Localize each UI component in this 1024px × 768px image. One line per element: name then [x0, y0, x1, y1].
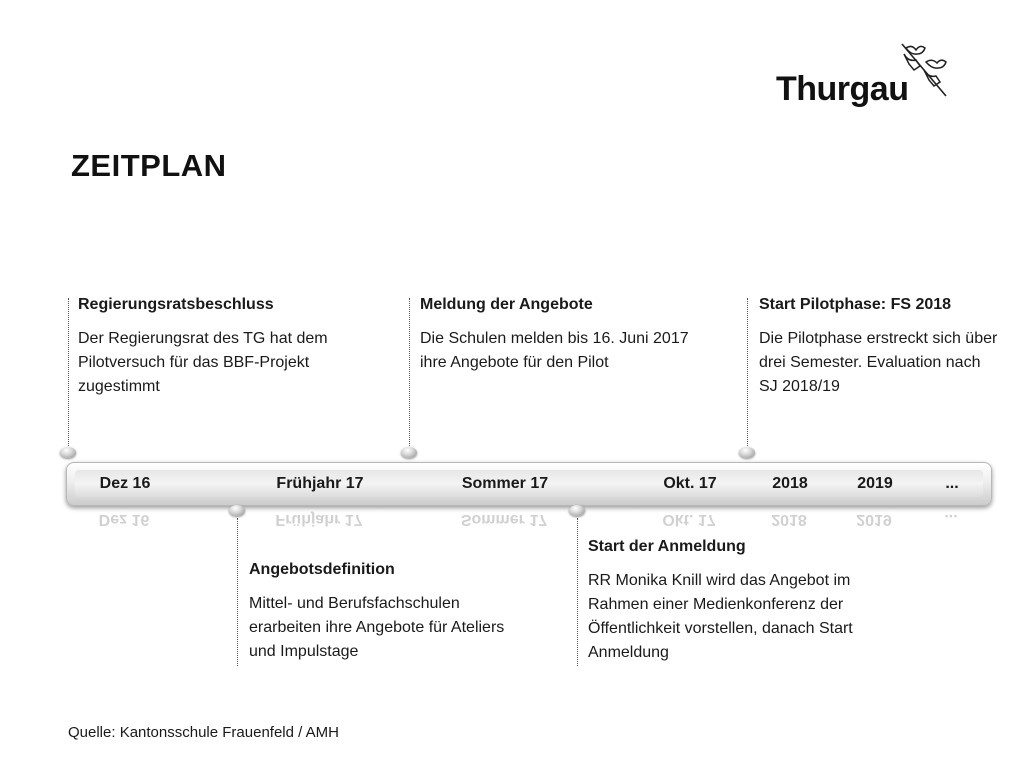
timeline-marker [739, 447, 755, 458]
reflection-segment: ... [944, 511, 958, 528]
timeline-marker [569, 505, 585, 516]
connector-line [68, 298, 69, 446]
event-text: Der Regierungsrat des TG hat dem Pilotversuch für das BBF-Projekt zugestimmt [78, 330, 328, 395]
timeline-segment: Sommer 17 [461, 475, 549, 492]
timeline-marker [60, 447, 76, 458]
event-title: Regierungsratsbeschluss [78, 296, 274, 313]
connector-line [747, 298, 748, 446]
event-text: Die Schulen melden bis 16. Juni 2017 ihre Angebote für den Pilot [420, 330, 689, 371]
page-title: ZEITPLAN [71, 148, 227, 183]
logo-text: Thurgau [776, 70, 909, 108]
event-text: RR Monika Knill wird das Angebot im Rahmen einer Medienkonferenz der Öffentlichkeit vorstellen, danach Start Anmeldung [588, 572, 853, 661]
event-title: Start der Anmeldung [588, 538, 746, 555]
event-text: Mittel- und Berufsfachschulen erarbeiten ihre Angebote für Ateliers und Impulstage [249, 595, 505, 660]
coat-of-arms-icon [896, 40, 952, 100]
source-note: Quelle: Kantonsschule Frauenfeld / AMH [68, 724, 339, 741]
reflection-segment: Sommer 17 [460, 511, 548, 528]
timeline-marker [401, 447, 417, 458]
connector-line [577, 518, 578, 666]
timeline-reflection [66, 508, 990, 538]
timeline-segment: Okt. 17 [663, 475, 717, 492]
event-title: Angebotsdefinition [249, 561, 395, 578]
connector-line [409, 298, 410, 446]
connector-line [237, 518, 238, 666]
event-text: Die Pilotphase erstreckt sich über drei Semester. Evaluation nach SJ 2018/19 [759, 330, 998, 395]
event-regierungsratsbeschluss [78, 293, 348, 399]
timeline-track [75, 470, 983, 497]
event-start-pilotphase [759, 293, 999, 399]
event-title: Start Pilotphase: FS 2018 [759, 296, 952, 313]
event-meldung-der-angebote [420, 293, 705, 375]
timeline-bar [66, 462, 992, 506]
thurgau-logo [776, 40, 956, 110]
timeline-segment: 2019 [857, 475, 893, 492]
timeline-segment: Frühjahr 17 [276, 475, 364, 492]
reflection-segment: Frühjahr 17 [275, 511, 363, 528]
timeline-segment: ... [945, 475, 959, 492]
reflection-segment: Okt. 17 [662, 511, 716, 528]
event-angebotsdefinition [249, 558, 529, 664]
timeline-segment: Dez 16 [99, 475, 151, 492]
timeline-marker [229, 505, 245, 516]
event-start-der-anmeldung [588, 535, 908, 665]
reflection-segment: 2019 [856, 511, 892, 528]
timeline-segment: 2018 [772, 475, 808, 492]
reflection-segment: Dez 16 [98, 511, 150, 528]
event-title: Meldung der Angebote [420, 296, 593, 313]
reflection-segment: 2018 [771, 511, 807, 528]
